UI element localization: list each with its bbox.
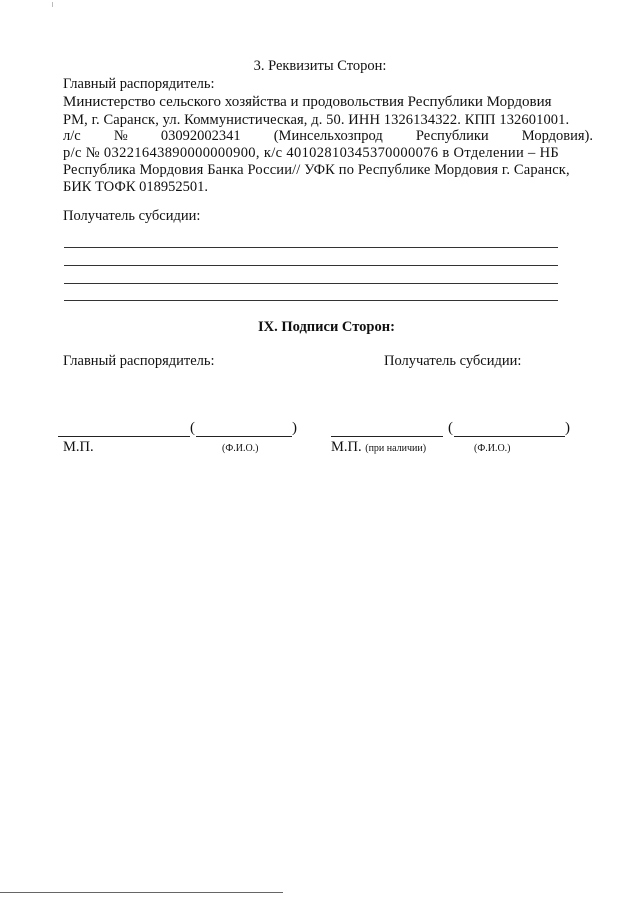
ls-owner-1: (Минсельхозпрод xyxy=(273,128,383,144)
recipient-fill-line xyxy=(64,300,558,301)
left-signatory-label: Главный распорядитель: xyxy=(63,353,215,369)
ls-owner-2: Республики xyxy=(415,128,489,144)
footer-rule xyxy=(0,892,283,893)
ls-label: л/с xyxy=(63,128,81,144)
right-fio-caption: (Ф.И.О.) xyxy=(474,443,511,454)
right-fio-open-paren: ( xyxy=(448,420,453,436)
right-fio-close-paren: ) xyxy=(565,420,570,436)
right-fio-line xyxy=(454,436,565,437)
right-stamp-text: М.П. xyxy=(331,439,362,455)
left-fio-open-paren: ( xyxy=(190,420,195,436)
recipient-label: Получатель субсидии: xyxy=(63,208,201,224)
section-title: 3. Реквизиты Сторон: xyxy=(253,58,387,74)
left-fio-close-paren: ) xyxy=(292,420,297,436)
grantor-details-line2 xyxy=(63,128,593,145)
left-fio-line xyxy=(196,436,292,437)
ls-number: 03092002341 xyxy=(160,128,241,144)
right-signature-line xyxy=(331,436,443,437)
ls-owner-3: Мордовия). xyxy=(521,128,593,144)
signatures-title: IX. Подписи Сторон: xyxy=(258,319,395,335)
recipient-fill-line xyxy=(64,283,558,284)
grantor-details-line4: Республика Мордовия Банка России// УФК по Республике Мордовия г. Саранск, xyxy=(63,162,570,178)
recipient-fill-line xyxy=(64,247,558,248)
grantor-details-line1: РМ, г. Саранск, ул. Коммунистическая, д. 50. ИНН 1326134322. КПП 132601001. xyxy=(63,112,570,128)
right-signatory-label: Получатель субсидии: xyxy=(384,353,522,369)
grantor-details-line3: р/с № 03221643890000000900, к/с 40102810345370000076 в Отделении – НБ xyxy=(63,145,560,161)
grantor-name: Министерство сельского хозяйства и продовольствия Республики Мордовия xyxy=(63,94,552,110)
scan-mark xyxy=(52,2,53,7)
number-sign: № xyxy=(113,128,128,144)
left-stamp-label: М.П. xyxy=(63,439,94,455)
right-stamp-note: (при наличии) xyxy=(365,443,427,454)
grantor-label: Главный распорядитель: xyxy=(63,76,215,92)
right-stamp-label xyxy=(331,439,426,456)
left-fio-caption: (Ф.И.О.) xyxy=(222,443,259,454)
left-signature-line xyxy=(58,436,190,437)
grantor-details-line5: БИК ТОФК 018952501. xyxy=(63,179,209,195)
recipient-fill-line xyxy=(64,265,558,266)
